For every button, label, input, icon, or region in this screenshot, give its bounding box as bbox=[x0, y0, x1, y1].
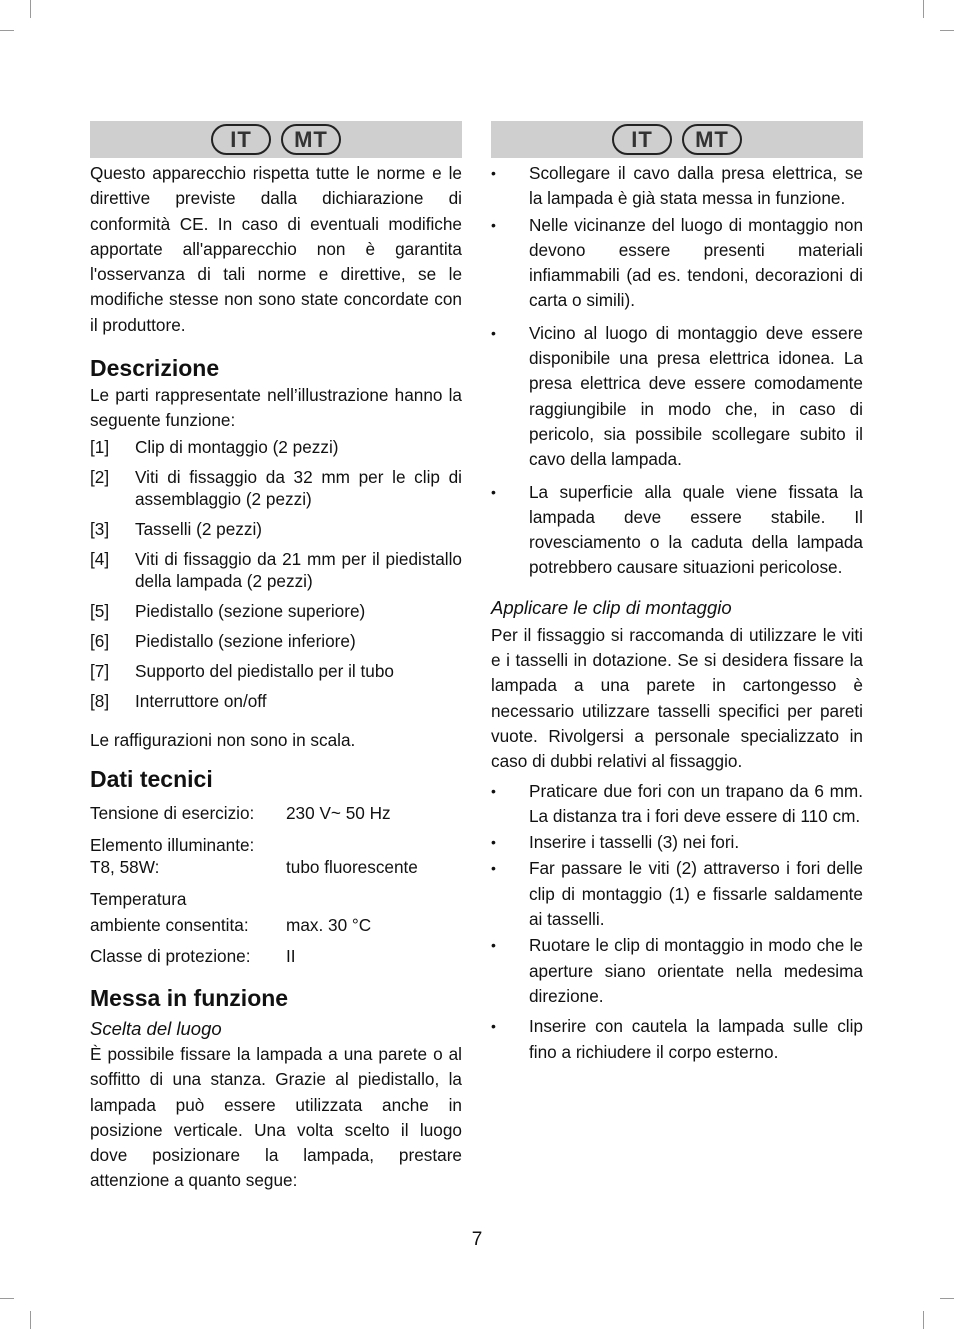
language-badge-mt: MT bbox=[682, 124, 742, 155]
left-column bbox=[90, 121, 462, 1194]
list-item bbox=[491, 856, 863, 932]
list-item bbox=[90, 462, 462, 514]
spec-label: Temperatura bbox=[90, 888, 187, 909]
spec-value: max. 30 °C bbox=[286, 914, 372, 935]
bullet-icon: • bbox=[491, 165, 496, 181]
part-text: Piedistallo (sezione superiore) bbox=[135, 600, 366, 621]
language-badge-mt: MT bbox=[281, 124, 341, 155]
part-text: Supporto del piedistallo per il tubo bbox=[135, 660, 394, 681]
list-item bbox=[491, 213, 863, 314]
crop-mark bbox=[940, 30, 954, 31]
bullet-icon: • bbox=[491, 324, 496, 341]
part-number: [1] bbox=[90, 436, 110, 457]
bullet-text: Scollegare il cavo dalla presa elettrica, se la lampada è già stata messa in funzione. bbox=[529, 163, 863, 209]
crop-mark bbox=[0, 1298, 14, 1299]
list-item bbox=[491, 830, 863, 855]
spec-row-elemento bbox=[90, 831, 462, 881]
language-badge-it: IT bbox=[211, 124, 271, 155]
part-number: [5] bbox=[90, 600, 110, 621]
list-item bbox=[90, 514, 462, 544]
section-heading-messa-in-funzione: Messa in funzione bbox=[90, 984, 289, 1011]
bullet-text: Nelle vicinanze del luogo di montaggio non devono essere presenti materiali infiammabili (ad es. tendoni, decorazioni di carta o simili). bbox=[529, 214, 863, 311]
spec-label: Tensione di esercizio: bbox=[90, 802, 255, 823]
scale-note: Le raffigurazioni non sono in scala. bbox=[90, 729, 356, 750]
spec-label: Classe di protezione: bbox=[90, 945, 251, 966]
crop-mark bbox=[940, 1298, 954, 1299]
part-number: [6] bbox=[90, 630, 110, 651]
part-number: [7] bbox=[90, 660, 110, 681]
part-text: Viti di fissaggio da 32 mm per le clip di assemblaggio (2 pezzi) bbox=[135, 466, 462, 509]
bullet-icon: • bbox=[491, 216, 496, 233]
bullet-text: Ruotare le clip di montaggio in modo che le aperture siano orientate nella medesima direzione. bbox=[529, 935, 863, 1006]
safety-bullet-list bbox=[491, 161, 863, 581]
descrizione-lead: Le parti rappresentate nell’illustrazione hanno la seguente funzione: bbox=[90, 385, 462, 431]
subheading-applicare-clip: Applicare le clip di montaggio bbox=[491, 596, 732, 618]
bullet-text: Inserire con cautela la lampada sulle clip fino a richiudere il corpo esterno. bbox=[529, 1016, 863, 1062]
bullet-icon: • bbox=[491, 860, 496, 877]
list-item bbox=[90, 432, 462, 462]
specs-table bbox=[90, 799, 462, 970]
right-column bbox=[491, 121, 863, 1065]
mounting-bullet-list bbox=[491, 779, 863, 1065]
language-badge-it: IT bbox=[612, 124, 672, 155]
part-number: [4] bbox=[90, 548, 110, 569]
section-heading-dati-tecnici: Dati tecnici bbox=[90, 765, 213, 792]
list-item bbox=[90, 686, 462, 716]
part-text: Viti di fissaggio da 21 mm per il piedistallo della lampada (2 pezzi) bbox=[135, 548, 462, 591]
part-text: Interruttore on/off bbox=[135, 690, 267, 711]
bullet-text: Inserire i tasselli (3) nei fori. bbox=[529, 832, 740, 853]
part-number: [3] bbox=[90, 518, 110, 539]
bullet-icon: • bbox=[491, 1018, 496, 1035]
part-text: Clip di montaggio (2 pezzi) bbox=[135, 436, 339, 457]
spec-value: tubo fluorescente bbox=[286, 856, 418, 877]
crop-mark bbox=[30, 1311, 31, 1329]
clip-paragraph: Per il fissaggio si raccomanda di utilizzare le viti e i tasselli in dotazione. Se si desidera fissare la lampada a una parete in cartongesso è necessario utilizzare tasselli specifici per pareti vuote. Rivolgersi a personale specializzato in caso di dubbi relativi al fissaggio. bbox=[491, 624, 863, 772]
intro-paragraph: Questo apparecchio rispetta tutte le norme e le direttive previste dalla dichiarazione di conformità CE. In caso di eventuali modifiche apportate all'apparecchio non è garantita l'osservanza di tali norme e direttive, se le modifiche stesse non sono state concordate con il produttore. bbox=[90, 163, 462, 335]
part-text: Tasselli (2 pezzi) bbox=[135, 518, 263, 539]
crop-mark bbox=[923, 0, 924, 18]
spec-label: Elemento illuminante: bbox=[90, 834, 255, 855]
subheading-scelta-del-luogo: Scelta del luogo bbox=[90, 1017, 222, 1039]
part-number: [8] bbox=[90, 690, 110, 711]
bullet-text: La superficie alla quale viene fissata la lampada deve essere stabile. Il rovesciamento o la caduta della lampada potrebbero causare situazioni pericolose. bbox=[529, 481, 863, 578]
list-item bbox=[90, 596, 462, 626]
bullet-text: Far passare le viti (2) attraverso i fori delle clip di montaggio (1) e fissarle saldamente ai tasselli. bbox=[529, 858, 863, 930]
spec-value: II bbox=[286, 945, 296, 966]
bullet-icon: • bbox=[491, 834, 496, 851]
list-item bbox=[491, 1014, 863, 1065]
bullet-icon: • bbox=[491, 782, 496, 799]
list-item bbox=[90, 656, 462, 686]
spec-row-tensione bbox=[90, 799, 462, 827]
list-item bbox=[90, 626, 462, 656]
spec-row-classe bbox=[90, 942, 462, 970]
spec-row-temperatura bbox=[90, 885, 462, 939]
list-item bbox=[491, 161, 863, 212]
bullet-icon: • bbox=[491, 937, 496, 954]
list-item bbox=[90, 544, 462, 596]
page-number: 7 bbox=[471, 1229, 483, 1250]
spec-label: T8, 58W: bbox=[90, 856, 160, 877]
bullet-text: Vicino al luogo di montaggio deve essere disponibile una presa elettrica idonea. La presa elettrica deve essere comodamente raggiungibile in modo che, in caso di pericolo, sia possibile scollegare subito il cavo della lampada. bbox=[529, 322, 863, 470]
crop-mark bbox=[0, 30, 14, 31]
list-item bbox=[491, 480, 863, 581]
part-number: [2] bbox=[90, 466, 110, 487]
parts-list bbox=[90, 432, 462, 716]
spec-value: 230 V~ 50 Hz bbox=[286, 802, 391, 823]
list-item bbox=[491, 321, 863, 473]
bullet-text: Praticare due fori con un trapano da 6 mm. La distanza tra i fori deve essere di 110 cm. bbox=[529, 780, 863, 826]
scelta-luogo-paragraph: È possibile fissare la lampada a una parete o al soffitto di una stanza. Grazie al piedistallo, la lampada può essere utilizzata anche in posizione verticale. Una volta scelto il luogo dove posizionare la lampada, prestare attenzione a quanto segue: bbox=[90, 1043, 462, 1191]
crop-mark bbox=[923, 1311, 924, 1329]
list-item bbox=[491, 933, 863, 1009]
language-bar bbox=[491, 121, 863, 158]
language-bar bbox=[90, 121, 462, 158]
spec-label: ambiente consentita: bbox=[90, 914, 249, 935]
bullet-icon: • bbox=[491, 483, 496, 500]
section-heading-descrizione: Descrizione bbox=[90, 355, 220, 382]
list-item bbox=[491, 779, 863, 830]
part-text: Piedistallo (sezione inferiore) bbox=[135, 630, 356, 651]
crop-mark bbox=[30, 0, 31, 18]
